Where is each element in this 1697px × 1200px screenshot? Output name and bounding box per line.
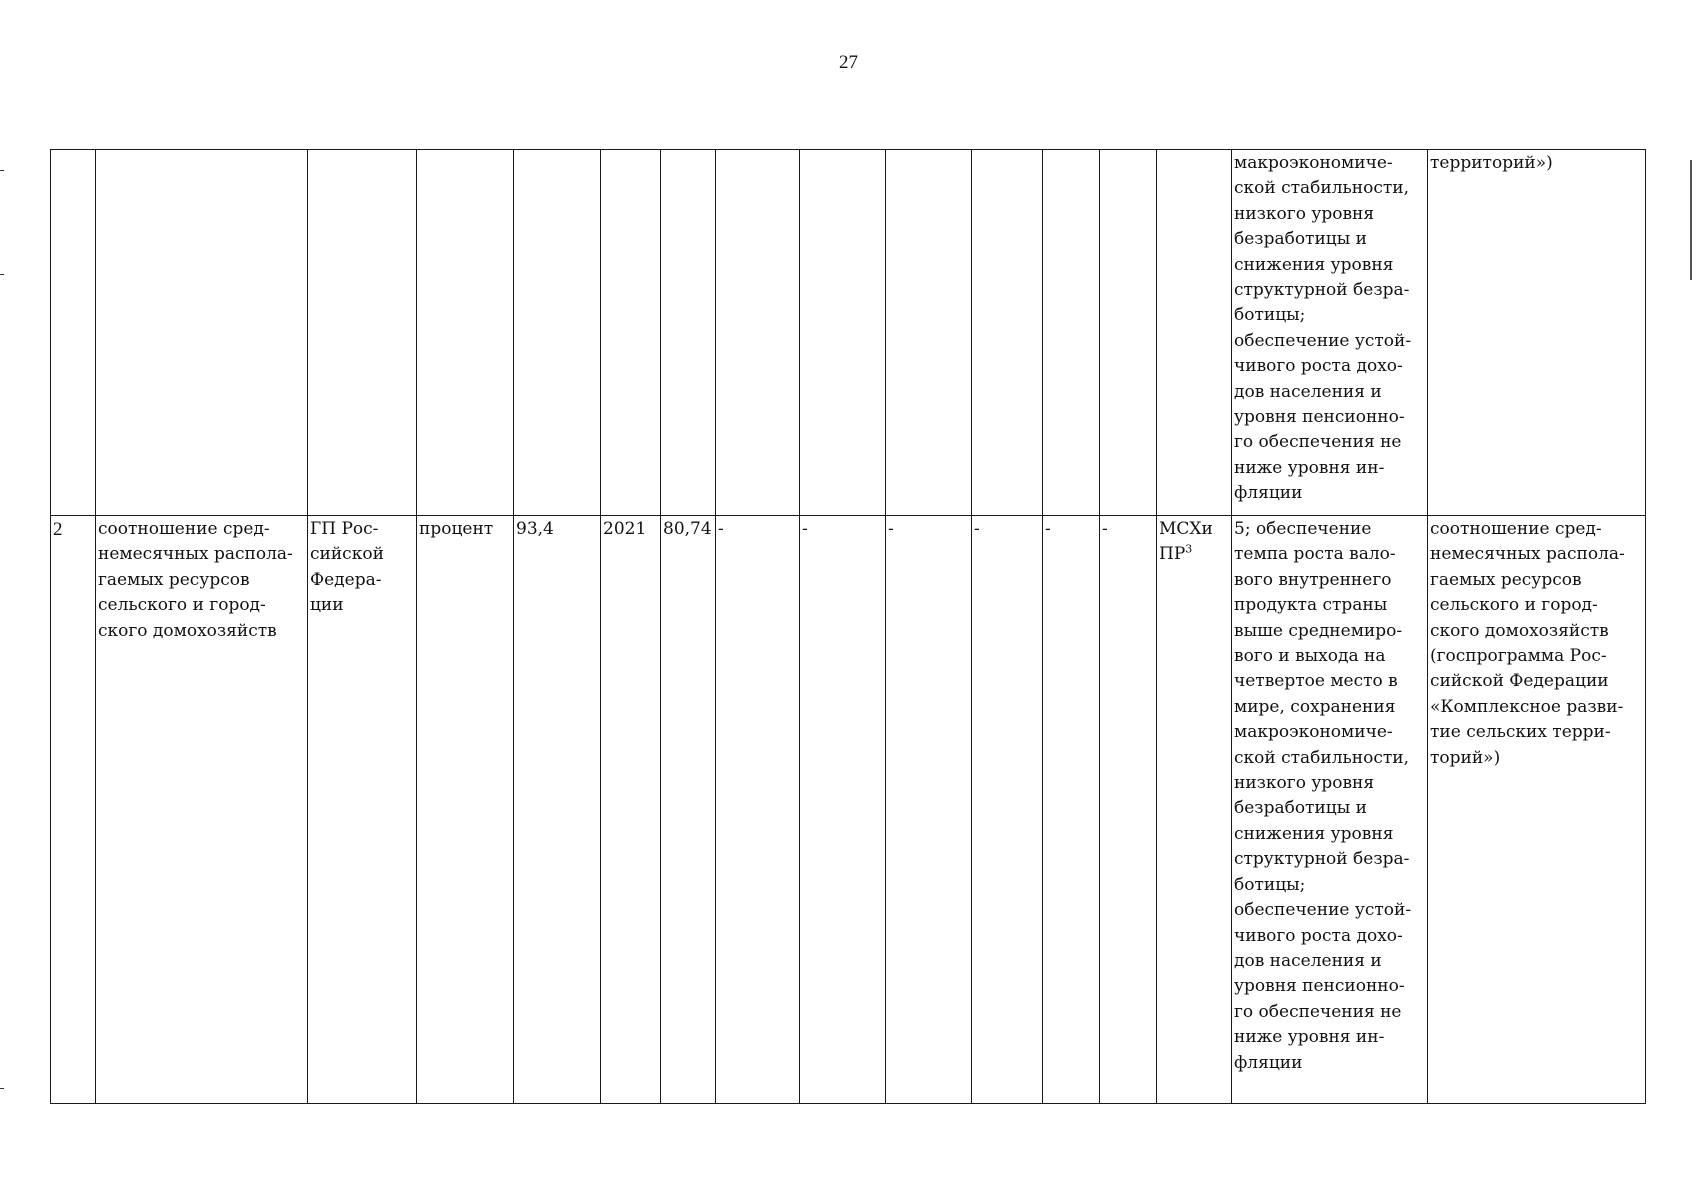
value-cell: [716, 150, 800, 516]
indicator-name-cell: [96, 150, 308, 516]
row-number-cell: [51, 150, 96, 516]
page-number: 27: [839, 52, 858, 73]
value-cell: -: [716, 516, 800, 1104]
value-cell: [972, 150, 1043, 516]
related-indicator-cell: соотношение сред- немесячных распола- гаемых ресурсов сельского и город- ского домохозяйств (госпрограмма Рос- сийской Федерации «Комплексное разви- тие сельских терри- торий»): [1428, 516, 1646, 1104]
indicator-name-cell: соотношение сред- немесячных распола- гаемых ресурсов сельского и город- ского домохозяйств: [96, 516, 308, 1104]
value-cell: -: [800, 516, 886, 1104]
base-value-cell: 93,4: [514, 516, 601, 1104]
goal-link-cell: 5; обеспечение темпа роста вало- вого внутреннего продукта страны выше среднемиро- вого и выхода на четвертое место в мире, сохранения макроэкономиче- ской стабильности, низкого уровня безработицы и снижения уровня структурной безра- ботицы; обеспечение устой- чивого роста дохо- дов населения и уровня пенсионно- го обеспечения не ниже уровня ин- фляции: [1232, 516, 1428, 1104]
base-value-cell: [514, 150, 601, 516]
footnote-mark: 3: [1185, 542, 1193, 556]
unit-cell: [417, 150, 514, 516]
goal-link-cell: макроэкономиче- ской стабильности, низкого уровня безработицы и снижения уровня структурной безра- ботицы; обеспечение устой- чивого роста дохо- дов населения и уровня пенсионно- го обеспечения не ниже уровня ин- фляции: [1232, 150, 1428, 516]
margin-tick: [0, 1088, 4, 1089]
related-indicator-cell: территорий»): [1428, 150, 1646, 516]
table-row: [51, 516, 1646, 1104]
indicators-table: [50, 149, 1646, 1104]
responsible-cell: [1157, 150, 1232, 516]
value-cell: [1043, 150, 1100, 516]
margin-tick: [0, 274, 4, 275]
responsible-cell: [1157, 516, 1232, 1104]
value-cell: [800, 150, 886, 516]
base-year-cell: [601, 150, 661, 516]
table-row: [51, 150, 1646, 516]
value-cell: -: [972, 516, 1043, 1104]
unit-cell: процент: [417, 516, 514, 1104]
value-cell: 80,74: [661, 516, 716, 1104]
value-cell: -: [1043, 516, 1100, 1104]
program-cell: ГП Рос- сийской Федера- ции: [308, 516, 417, 1104]
value-cell: [1100, 150, 1157, 516]
row-number-cell: 2: [51, 516, 96, 1104]
value-cell: [661, 150, 716, 516]
scan-edge: [1690, 160, 1692, 280]
margin-tick: [0, 170, 4, 171]
base-year-cell: 2021: [601, 516, 661, 1104]
value-cell: -: [1100, 516, 1157, 1104]
program-cell: [308, 150, 417, 516]
responsible-text: МСХи ПР: [1159, 519, 1213, 565]
value-cell: [886, 150, 972, 516]
value-cell: -: [886, 516, 972, 1104]
